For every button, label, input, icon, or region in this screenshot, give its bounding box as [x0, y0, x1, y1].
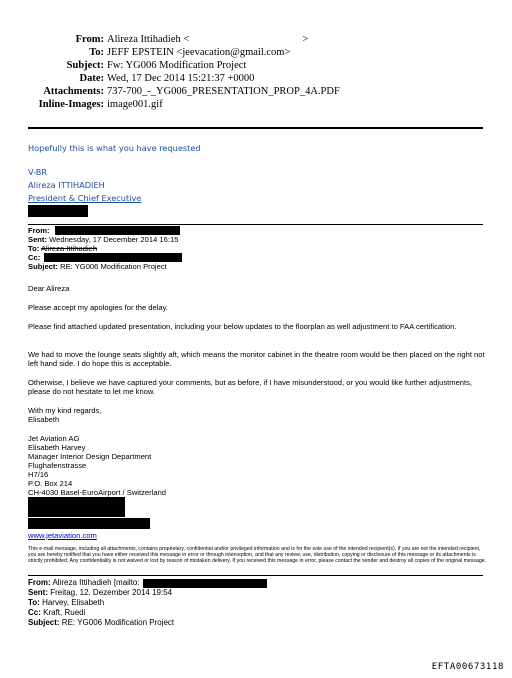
forward-divider: [28, 575, 483, 576]
address-person: Elisabeth Harvey: [28, 443, 86, 452]
body-greeting: Dear Alireza: [28, 284, 70, 293]
reply-sender-title: President & Chief Executive: [28, 193, 142, 203]
website-link[interactable]: www.jetaviation.com: [28, 531, 97, 540]
quoted-cc-row: Cc:: [28, 253, 41, 262]
body-attachment-paragraph: Please find attached updated presentation, including your below updates to the floorplan as well adjustment to FAA certification.: [28, 322, 457, 331]
address-city: CH-4030 Basel-EuroAirport / Switzerland: [28, 488, 167, 497]
forward-subject-row: Subject: RE: YG006 Modification Project: [28, 618, 175, 627]
redaction-box: [143, 579, 267, 588]
header-inline-images-label: Inline-Images:: [38, 99, 104, 110]
reply-signoff: V-BR: [28, 167, 48, 177]
redaction-box: [55, 226, 180, 235]
document-id: EFTA00673118: [431, 662, 504, 672]
header-to-value: JEFF EPSTEIN <jeevacation@gmail.com>: [107, 47, 291, 58]
address-role: Manager Interior Design Department: [28, 452, 152, 461]
forward-to-row: To: Harvey, Elisabeth: [28, 598, 105, 607]
header-from-label: From:: [75, 34, 104, 45]
quoted-divider: [28, 224, 483, 225]
header-attachments-value: 737-700_-_YG006_PRESENTATION_PROP_4A.PDF: [107, 86, 340, 97]
forward-from-row: From: Alireza Ittihadieh [mailto:: [28, 578, 140, 587]
header-subject-label: Subject:: [66, 60, 104, 71]
header-divider: [28, 127, 483, 129]
redaction-box: [28, 497, 125, 517]
body-regards: With my kind regards,: [28, 406, 102, 415]
confidentiality-disclaimer: This e-mail message, including all attachments, contains proprietary, confidential and/or privileged information and is for the sole use of the intended recipient(s). If you are not the intended recipient, you are hereby notified that you have either received this message in error or through interception, and that any review, use, distribution, copying or disclosure of this message or its attachments is strictly prohibited. Any confidentiality is not waived or lost by reason of mistaken delivery. If you received this message in error, please contact the sender and destroy all copies of the original message.: [28, 546, 487, 565]
body-lounge-paragraph: We had to move the lounge seats slightly aft, which means the monitor cabinet in the theatre room would be then placed on the right not left hand side. I do hope this is acceptable.: [28, 350, 485, 368]
body-apology: Please accept my apologies for the delay.: [28, 303, 169, 312]
address-building: H7/16: [28, 470, 49, 479]
forward-sent-row: Sent: Freitag, 12. Dezember 2014 19:54: [28, 588, 173, 597]
quoted-sent-row: Sent: Wednesday, 17 December 2014 16:15: [28, 235, 179, 244]
quoted-to-row: To: Alireza Ittihadieh: [28, 244, 98, 253]
address-pobox: P.O. Box 214: [28, 479, 73, 488]
reply-message: Hopefully this is what you have requested: [28, 143, 201, 153]
header-subject-value: Fw: YG006 Modification Project: [107, 60, 247, 71]
header-from-value: Alireza Ittihadieh < >: [107, 34, 309, 45]
redaction-box: [44, 253, 182, 262]
quoted-subject-row: Subject: RE: YG006 Modification Project: [28, 262, 167, 271]
reply-sender-name: Alireza ITTIHADIEH: [28, 180, 105, 190]
address-company: Jet Aviation AG: [28, 434, 80, 443]
header-date-label: Date:: [79, 73, 104, 84]
header-to-label: To:: [89, 47, 104, 58]
header-date-value: Wed, 17 Dec 2014 15:21:37 +0000: [107, 73, 255, 84]
forward-cc-row: Cc: Kraft, Ruedi: [28, 608, 86, 617]
header-attachments-label: Attachments:: [43, 86, 104, 97]
header-inline-images-value: image001.gif: [107, 99, 163, 110]
redaction-box: [28, 205, 88, 217]
address-street: Flughafenstrasse: [28, 461, 87, 470]
body-comments-paragraph: Otherwise, I believe we have captured your comments, but as before, if I have misunderstood, or you would like further adjustments, please do not hesitate to let me know.: [28, 378, 473, 396]
body-signature-name: Elisabeth: [28, 415, 60, 424]
redaction-box: [28, 518, 150, 529]
quoted-from-row: From:: [28, 226, 50, 235]
